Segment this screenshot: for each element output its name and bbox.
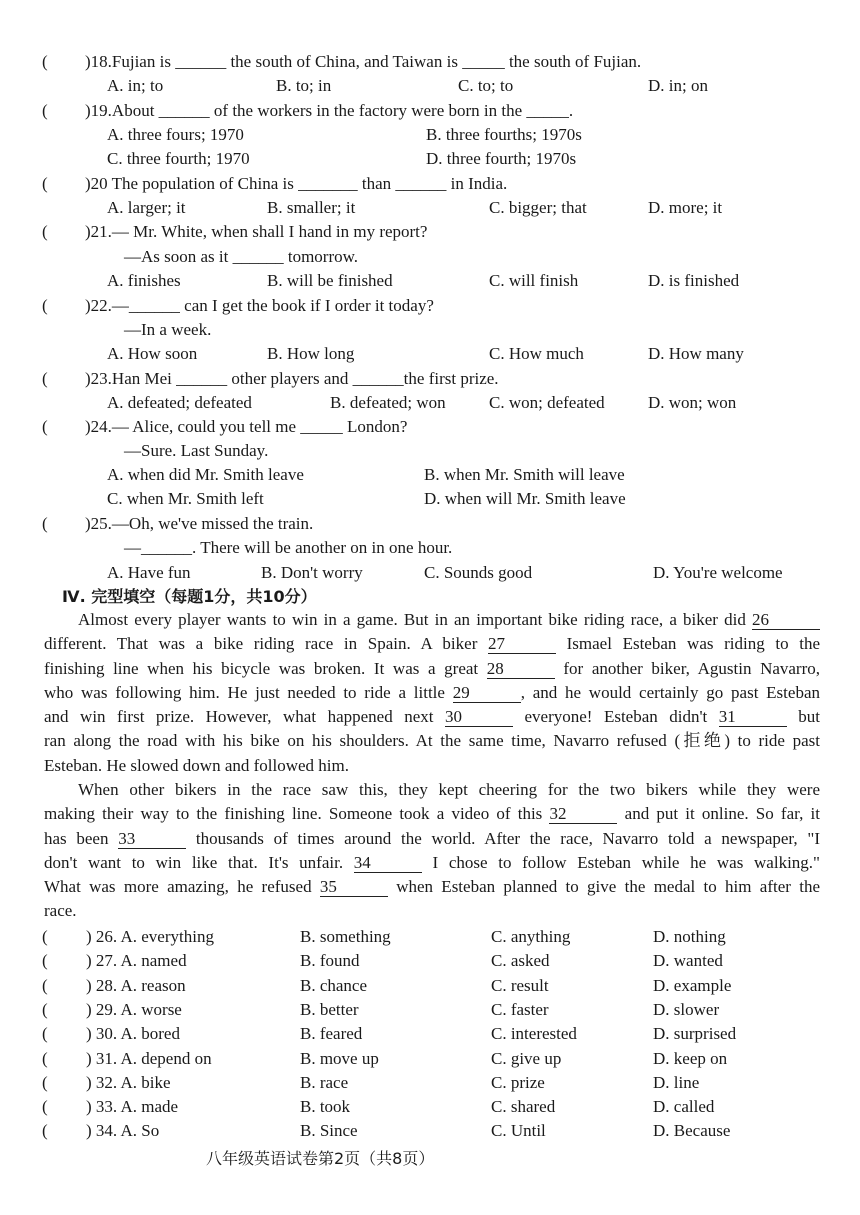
cloze-option-b: B. took [300, 1097, 351, 1117]
cloze-option-a: ) 30. A. bored [86, 1024, 180, 1044]
answer-option: D. more; it [648, 198, 723, 217]
question-stem-reply: —In a week. [124, 320, 212, 339]
answer-option: A. when did Mr. Smith leave [107, 465, 304, 484]
answer-blank: 32 [549, 805, 617, 824]
answer-option: D. You're welcome [653, 563, 783, 582]
passage-text: ran along the road with his bike on his shoulders. At the same time, Navarro refused (拒绝) to ride past [44, 731, 820, 751]
passage-text: finishing line when his bicycle was broken. It was a great [44, 658, 487, 678]
passage-text: don't want to win like that. It's unfair. [44, 852, 354, 872]
question-paren: ( [42, 101, 48, 120]
answer-blank: 33 [118, 830, 186, 849]
passage-line [44, 681, 820, 705]
answer-blank: 26 [752, 611, 820, 630]
passage-text: thousands of times around the world. After the race, Navarro told a newspaper, "I [186, 828, 820, 848]
passage-line [44, 705, 820, 729]
question-paren: ( [42, 1097, 48, 1117]
answer-blank: 27 [488, 635, 556, 654]
passage-text: Esteban. He slowed down and followed him. [44, 755, 349, 775]
cloze-option-c: C. shared [491, 1097, 556, 1117]
cloze-option-b: B. something [300, 927, 391, 946]
passage-text: different. That was a bike riding race in Spain. A biker [44, 634, 488, 654]
cloze-option-d: D. keep on [653, 1048, 728, 1068]
cloze-option-a: ) 31. A. depend on [86, 1048, 212, 1068]
question-paren: ( [42, 369, 48, 388]
answer-option: B. Don't worry [261, 563, 363, 582]
answer-option: C. when Mr. Smith left [107, 489, 264, 508]
question-paren: ( [42, 1072, 48, 1092]
passage-text: when Esteban planned to give the medal to him after the [387, 877, 820, 897]
cloze-option-c: C. asked [491, 951, 550, 971]
answer-option: D. three fourth; 1970s [426, 149, 577, 168]
answer-option: C. How much [489, 344, 584, 363]
passage-text: Ismael Esteban was riding to the [556, 634, 820, 654]
answer-blank: 34 [354, 854, 422, 873]
question-paren: ( [42, 296, 48, 315]
passage-text: and win first prize. However, what happened next [44, 707, 445, 727]
cloze-option-a: ) 28. A. reason [86, 975, 186, 995]
answer-blank: 28 [487, 660, 555, 679]
question-paren: ( [42, 927, 48, 946]
answer-option: A. How soon [107, 344, 198, 363]
passage-text: but [786, 707, 820, 727]
question-stem: )25.—Oh, we've missed the train. [85, 514, 314, 533]
answer-option: D. How many [648, 344, 744, 363]
cloze-option-d: D. line [653, 1072, 700, 1092]
passage-text: has been [44, 828, 119, 848]
question-paren: ( [42, 514, 48, 533]
question-paren: ( [42, 1048, 48, 1068]
passage-text: race. [44, 901, 77, 921]
passage-text: When other bikers in the race saw this, they kept cheering for the two bikers while they were [78, 780, 820, 799]
passage-line [44, 608, 820, 632]
passage-line [44, 632, 820, 656]
question-stem: )24.— Alice, could you tell me _____ London? [85, 417, 408, 436]
answer-option: B. smaller; it [267, 198, 356, 217]
cloze-option-b: B. better [300, 999, 359, 1019]
cloze-option-b: B. race [300, 1072, 349, 1092]
passage-text: I chose to follow Esteban while he was walking." [421, 852, 820, 872]
section-heading: Ⅳ. 完型填空（每题1分，共10分） [62, 587, 317, 606]
cloze-option-d: D. Because [653, 1121, 731, 1141]
passage-line [44, 729, 820, 753]
cloze-option-b: B. found [300, 951, 360, 971]
passage-text: for another biker, Agustin Navarro, [554, 658, 821, 678]
cloze-passage-paragraph [44, 608, 820, 778]
passage-text: and put it online. So far, it [617, 804, 820, 824]
question-paren: ( [42, 417, 48, 436]
answer-option: C. Sounds good [424, 563, 533, 582]
passage-text: Almost every player wants to win in a game. But in an important bike riding race, a biker did [78, 610, 752, 629]
passage-text: who was following him. He just needed to ride a little [44, 682, 453, 702]
answer-option: D. when will Mr. Smith leave [424, 489, 626, 508]
cloze-option-a: ) 34. A. So [86, 1121, 160, 1141]
answer-option: A. in; to [107, 76, 164, 95]
cloze-option-d: D. wanted [653, 951, 723, 971]
cloze-passage-paragraph [44, 778, 820, 924]
answer-option: C. won; defeated [489, 393, 605, 412]
answer-option: C. bigger; that [489, 198, 587, 217]
question-paren: ( [42, 1024, 48, 1044]
answer-option: A. finishes [107, 271, 181, 290]
cloze-option-c: C. faster [491, 999, 549, 1019]
passage-line [44, 657, 820, 681]
answer-option: B. three fourths; 1970s [426, 125, 582, 144]
cloze-option-b: B. feared [300, 1024, 363, 1044]
answer-option: A. three fours; 1970 [107, 125, 244, 144]
answer-option: D. is finished [648, 271, 740, 290]
answer-option: A. Have fun [107, 563, 191, 582]
cloze-option-d: D. nothing [653, 927, 726, 946]
answer-option: B. defeated; won [330, 393, 446, 412]
passage-line [44, 778, 820, 802]
passage-text: What was more amazing, he refused [44, 877, 320, 897]
cloze-option-c: C. give up [491, 1048, 562, 1068]
page-footer: 八年级英语试卷第2页（共8页） [206, 1149, 435, 1168]
answer-blank: 35 [320, 878, 388, 897]
answer-blank: 31 [719, 708, 787, 727]
cloze-option-c: C. anything [491, 927, 571, 946]
answer-option: C. to; to [458, 76, 514, 95]
question-paren: ( [42, 1121, 48, 1141]
question-stem: )23.Han Mei ______ other players and ______the first prize. [85, 369, 499, 388]
cloze-option-d: D. called [653, 1097, 715, 1117]
cloze-option-c: C. interested [491, 1024, 577, 1044]
cloze-option-a: ) 29. A. worse [86, 999, 182, 1019]
question-stem-reply: —As soon as it ______ tomorrow. [124, 247, 359, 266]
cloze-option-d: D. surprised [653, 1024, 737, 1044]
question-paren: ( [42, 999, 48, 1019]
answer-option: C. three fourth; 1970 [107, 149, 250, 168]
passage-text: , and he would certainly go past Esteban [520, 682, 820, 702]
passage-line [44, 802, 820, 826]
passage-line [44, 754, 820, 778]
answer-option: B. will be finished [267, 271, 393, 290]
answer-option: D. won; won [648, 393, 737, 412]
answer-option: A. larger; it [107, 198, 186, 217]
passage-text: making their way to the finishing line. Someone took a video of this [44, 804, 550, 824]
passage-line [44, 899, 820, 923]
question-stem: )19.About ______ of the workers in the factory were born in the _____. [85, 101, 574, 120]
question-stem: )18.Fujian is ______ the south of China, and Taiwan is _____ the south of Fujian. [85, 52, 642, 71]
cloze-option-b: B. chance [300, 975, 368, 995]
cloze-option-b: B. move up [300, 1048, 379, 1068]
answer-option: B. when Mr. Smith will leave [424, 465, 625, 484]
cloze-option-c: C. result [491, 975, 549, 995]
question-paren: ( [42, 174, 48, 193]
cloze-option-a: ) 33. A. made [86, 1097, 179, 1117]
cloze-option-a: ) 27. A. named [86, 951, 187, 971]
cloze-option-a: ) 32. A. bike [86, 1072, 171, 1092]
cloze-option-d: D. slower [653, 999, 720, 1019]
passage-line [44, 827, 820, 851]
question-stem: )20 The population of China is _______ than ______ in India. [85, 174, 508, 193]
cloze-option-c: C. Until [491, 1121, 546, 1141]
answer-blank: 30 [445, 708, 513, 727]
cloze-option-a: ) 26. A. everything [86, 927, 214, 946]
question-stem-reply: —______. There will be another on in one hour. [124, 538, 453, 557]
answer-option: A. defeated; defeated [107, 393, 252, 412]
cloze-option-b: B. Since [300, 1121, 358, 1141]
question-stem: )22.—______ can I get the book if I order it today? [85, 296, 434, 315]
question-paren: ( [42, 222, 48, 241]
cloze-option-d: D. example [653, 975, 732, 995]
answer-option: B. to; in [276, 76, 332, 95]
cloze-option-c: C. prize [491, 1072, 545, 1092]
passage-text: everyone! Esteban didn't [512, 707, 719, 727]
answer-option: B. How long [267, 344, 355, 363]
passage-line [44, 875, 820, 899]
question-stem-reply: —Sure. Last Sunday. [124, 441, 269, 460]
question-stem: )21.— Mr. White, when shall I hand in my report? [85, 222, 428, 241]
answer-option: D. in; on [648, 76, 708, 95]
answer-option: C. will finish [489, 271, 579, 290]
passage-line [44, 851, 820, 875]
question-paren: ( [42, 52, 48, 71]
question-paren: ( [42, 951, 48, 971]
answer-blank: 29 [453, 684, 521, 703]
question-paren: ( [42, 975, 48, 995]
